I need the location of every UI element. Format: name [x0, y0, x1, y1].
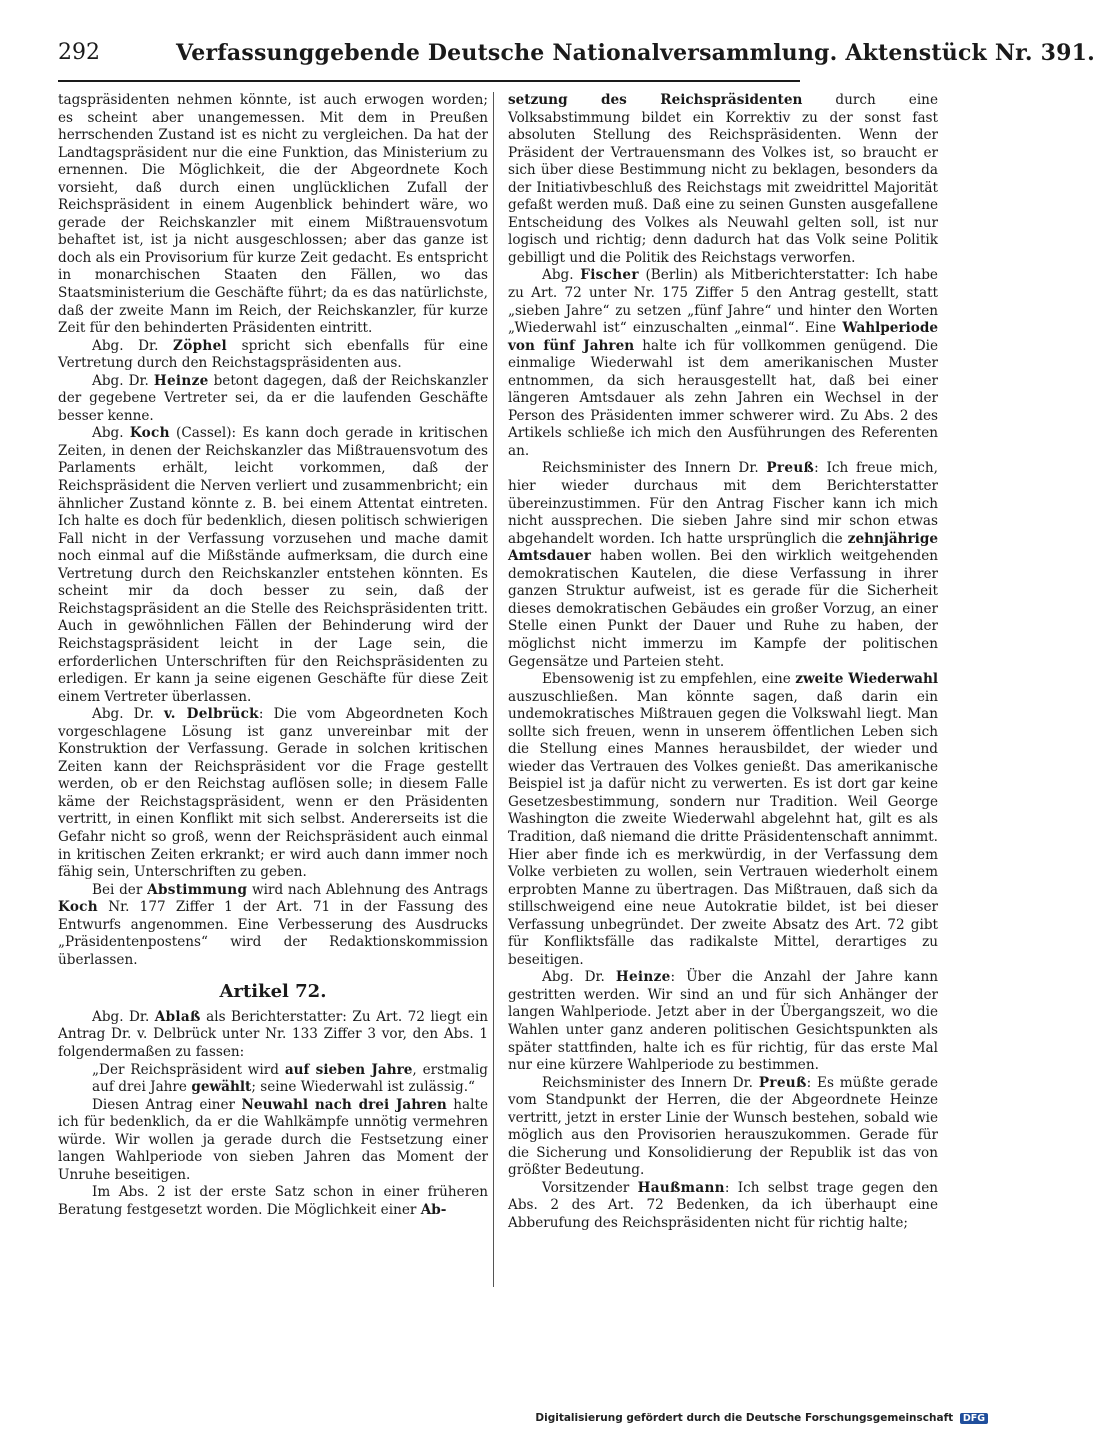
paragraph: Im Abs. 2 ist der erste Satz schon in einer früheren Beratung festgesetzt worden. Die Möglichkeit einer Ab- [58, 1184, 488, 1218]
paragraph: Abg. Koch (Cassel): Es kann doch gerade in kritischen Zeiten, in denen der Reichskanzler das Mißtrauensvotum des Parlaments erhält, leicht vorkommen, daß der Reichspräsident die Nerven verliert und zusammenbricht; ein ähnlicher Zustand könnte z. B. bei einem Attentat eintreten. Ich halte es doch für bedenklich, diesen politisch schwierigen Fall nicht in der Verfassung vorzusehen und mache damit noch einmal auf die Mißstände aufmerksam, die durch eine Vertretung durch den Reichskanzler entstehen könnten. Es scheint mir da doch besser zu sein, daß der Reichstagspräsident an die Stelle des Reichspräsidenten tritt. Auch in gewöhnlichen Fällen der Behinderung wird der Reichstagspräsident leicht in der Lage sein, die erforderlichen Unterschriften für den Reichspräsidenten zu erledigen. Er kann ja seine eigenen Geschäfte für diese Zeit einem Vertreter überlassen. [58, 425, 488, 705]
speaker-name: v. Delbrück [163, 706, 259, 723]
footer-text: Digitalisierung gefördert durch die Deutsche Forschungsgemeinschaft [535, 1412, 954, 1424]
paragraph: Ebensowenig ist zu empfehlen, eine zweite Wiederwahl auszuschließen. Man könnte sagen, daß darin ein undemokratisches Mißtrauen gegen die Volkswahl liegt. Man sollte sich freuen, wenn in unserem öffentlichen Leben sich die Stellung eines Mannes herausbildet, der wieder und wieder das Vertrauen des Volkes genießt. Das amerikanische Beispiel ist ja dafür nicht zu verwerten. Es ist dort gar keine Gesetzesbestimmung, sondern nur Tradition. Weil George Washington die zweite Wiederwahl abgelehnt hat, gilt es als Tradition, daß niemand die dritte Präsidentenschaft annimmt. Hier aber finde ich es merkwürdig, in der Verfassung dem Volke verbieten zu wollen, sein Vertrauen wiederholt einem erprobten Manne zu übertragen. Das Mißtrauen, daß sich da stillschweigend eine neue Autokratie bildet, ist bei dieser Verfassung unbegründet. Der zweite Absatz des Art. 72 gibt für Konfliktsfälle das radikalste Mittel, derartiges zu beseitigen. [508, 671, 939, 968]
paragraph: Abg. Dr. Zöphel spricht sich ebenfalls für eine Vertretung durch den Reichstagspräsidenten aus. [58, 337, 488, 372]
paragraph: Abg. Dr. Heinze: Über die Anzahl der Jahre kann gestritten werden. Wir sind an und für sich Anhänger der langen Wahlperiode. Jetzt aber in der Übergangszeit, wo die Wahlen unter ganz anderen politischen Gesichtspunkten als später stattfinden, halte ich es für richtig, für das erste Mal nur eine kürzere Wahlperiode zu bestimmen. [508, 969, 938, 1074]
speaker-name: Heinze [153, 372, 209, 389]
speaker-name: Fischer [580, 267, 639, 284]
page-header [58, 38, 1095, 82]
speaker-name: Zöphel [173, 337, 228, 354]
paragraph: Abg. Dr. v. Delbrück: Die vom Abgeordneten Koch vorgeschlagene Lösung ist ganz unvereinbar mit der Konstruktion der Verfassung. Gerade in solchen kritischen Zeiten kann der Reichspräsident vor die Frage gestellt werden, ob er den Reichstag auflösen solle; in diesem Falle käme der Reichstagspräsident, wenn er den Präsidenten vertritt, in einen Konflikt mit sich selbst. Andererseits ist die Gefahr nicht so groß, wenn der Reichspräsident auch einmal in kritischen Zeiten erkrankt; er wird auch dann immer noch fähig sein, Unterschriften zu geben. [58, 706, 488, 881]
funding-footer [535, 1412, 988, 1424]
paragraph: setzung des Reichspräsidenten durch eine Volksabstimmung bildet ein Korrektiv zu der sonst fast absoluten Stellung des Reichspräsidenten. Wenn der Präsident der Vertrauensmann des Volkes ist, so braucht er sich über diese Bestimmung nicht zu beklagen, besonders da der Initiativbeschluß des Reichstags mit zweidrittel Majorität gefaßt werden muß. Daß eine zu seinen Gunsten ausgefallene Entscheidung des Volkes als Neuwahl gelten soll, ist nur logisch und richtig; denn dadurch hat das Volk seine Politik gebilligt und die Politik des Reichstags verworfen. [508, 92, 938, 266]
paragraph: tagspräsidenten nehmen könnte, ist auch erwogen worden; es scheint aber unangemessen. Mit dem in Preußen herrschenden Zustand ist es nicht zu vergleichen. Da hat der Landtagspräsident nur die eine Funktion, das Ministerium zu ernennen. Die Möglichkeit, die der Abgeordnete Koch vorsieht, daß durch einen unglücklichen Zufall der Reichspräsident in einem Augenblick behindert wäre, wo gerade der Reichskanzler mit einem Mißtrauensvotum behaftet ist, ist ja nicht ausgeschlossen; aber das ganze ist doch als ein Provisorium für kurze Zeit gedacht. Es entspricht in monarchischen Staaten den Fällen, wo das Staatsministerium die Geschäfte führt; da es das natürlichste, daß der zweite Mann im Reich, der Reichskanzler, für kurze Zeit für den behinderten Präsidenten eintritt. [58, 92, 488, 337]
speaker-name: Preuß [766, 460, 815, 477]
paragraph: Vorsitzender Haußmann: Ich selbst trage gegen den Abs. 2 des Art. 72 Bedenken, da ich überhaupt eine Abberufung des Reichspräsidenten nicht für richtig halte; [508, 1179, 938, 1231]
speaker-name: Ablaß [154, 1008, 201, 1025]
speaker-name: Koch [129, 425, 170, 442]
paragraph: Abg. Fischer (Berlin) als Mitberichterstatter: Ich habe zu Art. 72 unter Nr. 175 Ziffer 5 den Antrag gestellt, statt „sieben Jahre“ zu setzen „fünf Jahre“ und hinter den Worten „Wiederwahl ist“ einzuschalten „einmal“. Eine Wahlperiode von fünf Jahren halte ich für vollkommen genügend. Die einmalige Wiederwahl ist dem amerikanischen Muster entnommen, da sich herausgestellt hat, daß bei einer längeren Amtsdauer als zehn Jahren ein Wechsel in der Person des Präsidenten immer schwerer wird. Zu Abs. 2 des Artikels schließe ich mich den Ausführungen des Referenten an. [508, 267, 938, 459]
left-column [58, 92, 488, 1287]
paragraph: Abg. Dr. Ablaß als Berichterstatter: Zu Art. 72 liegt ein Antrag Dr. v. Delbrück unter Nr. 133 Ziffer 3 vor, den Abs. 1 folgendermaßen zu fassen: [58, 1008, 488, 1060]
speaker-name: Haußmann [637, 1179, 725, 1196]
speaker-name: Heinze [615, 969, 671, 986]
dfg-logo: DFG [960, 1413, 988, 1424]
column-divider [493, 92, 494, 1287]
speaker-name: Preuß [758, 1074, 807, 1091]
paragraph: Diesen Antrag einer Neuwahl nach drei Jahren halte ich für bedenklich, da er die Wahlkämpfe unnötig vermehren würde. Wir wollen ja gerade durch die Festsetzung einer langen Wahlperiode von sieben Jahren das Moment der Unruhe beseitigen. [58, 1096, 488, 1183]
paragraph: Bei der Abstimmung wird nach Ablehnung des Antrags Koch Nr. 177 Ziffer 1 der Art. 71 in der Fassung des Entwurfs angenommen. Eine Verbesserung des Ausdrucks „Präsidentenpostens“ wird der Redaktionskommission überlassen. [58, 881, 488, 968]
running-title: Verfassunggebende Deutsche Nationalversammlung. Aktenstück Nr. 391. [176, 40, 1095, 66]
section-heading: Artikel 72. [219, 981, 327, 1003]
paragraph: Abg. Dr. Heinze betont dagegen, daß der Reichskanzler der gegebene Vertreter sei, da er die laufenden Geschäfte besser kenne. [58, 372, 488, 424]
page-number: 292 [58, 40, 100, 65]
right-column [508, 92, 938, 1287]
paragraph: Reichsminister des Innern Dr. Preuß: Es müßte gerade vom Standpunkt der Herren, die der Abgeordnete Heinze vertritt, jetzt in erster Linie der Wunsch bestehen, sobald wie möglich aus den Provisorien herauszukommen. Gerade für die Sicherung und Konsolidierung der Republik ist das von größter Bedeutung. [508, 1074, 938, 1179]
quoted-motion: „Der Reichspräsident wird auf sieben Jahre, erstmalig auf drei Jahre gewählt; seine Wiederwahl ist zulässig.“ [92, 1061, 488, 1096]
paragraph: Reichsminister des Innern Dr. Preuß: Ich freue mich, hier wieder durchaus mit dem Berichterstatter übereinzustimmen. Für den Antrag Fischer kann ich mich nicht aussprechen. Die sieben Jahre sind mir schon etwas abgehandelt worden. Ich hatte ursprünglich die zehnjährige Amtsdauer haben wollen. Bei den wirklich weitgehenden demokratischen Kautelen, die diese Verfassung in ihrer ganzen Struktur aufweist, ist es gerade für die Sicherheit dieses demokratischen Gebäudes ein großer Vorzug, an einer Stelle einen Punkt der Dauer und Ruhe zu haben, der möglichst nicht immerzu im Kampfe der politischen Gegensätze und Parteien steht. [508, 460, 938, 670]
